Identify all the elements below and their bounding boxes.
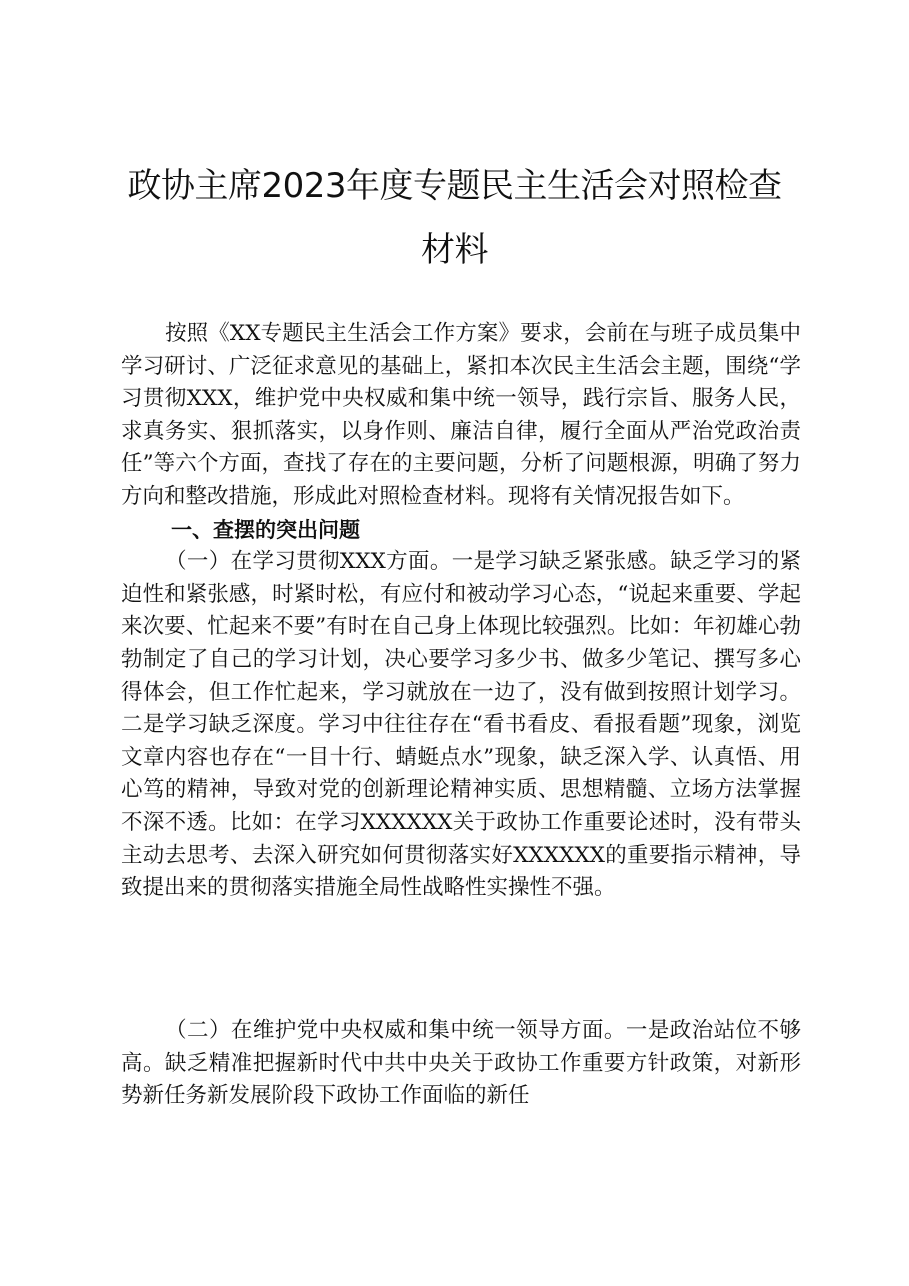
document-title-line-2: 材料 [421, 230, 488, 270]
document-body-continued [121, 1015, 801, 1113]
section-heading: 一、查摆的突出问题 [171, 517, 360, 542]
document-body [121, 318, 801, 905]
intro-paragraph: 按照《XX专题民主生活会工作方案》要求，会前在与班子成员集中学习研讨、广泛征求意见的基础上，紧扣本次民主生活会主题，围绕“学习贯彻XXX，维护党中央权威和集中统一领导，践行宗旨、服务人民，求真务实、狠抓落实，以身作则、廉洁自律，履行全面从严治党政治责任”等六个方面，查找了存在的主要问题，分析了问题根源，明确了努力方向和整改措施，形成此对照检查材料。现将有关情况报告如下。 [121, 321, 801, 509]
document-title-line-1: 政协主席2023年度专题民主生活会对照检查 [127, 166, 782, 206]
body-paragraph: （二）在维护党中央权威和集中统一领导方面。一是政治站位不够高。缺乏精准把握新时代中共中央关于政协工作重要方针政策，对新形势新任务新发展阶段下政协工作面临的新任 [121, 1018, 801, 1109]
body-paragraph: （一）在学习贯彻XXX方面。一是学习缺乏紧张感。缺乏学习的紧迫性和紧张感，时紧时松，有应付和被动学习心态，“说起来重要、学起来次要、忙起来不要”有时在自己身上体现比较强烈。比如：年初雄心勃勃制定了自己的学习计划，决心要学习多少书、做多少笔记、撰写多心得体会，但工作忙起来，学习就放在一边了，没有做到按照计划学习。二是学习缺乏深度。学习中往往存在“看书看皮、看报看题”现象，浏览文章内容也存在“一目十行、蜻蜓点水”现象，缺乏深入学、认真悟、用心笃的精神，导致对党的创新理论精神实质、思想精髓、立场方法掌握不深不透。比如：在学习XXXXXX关于政协工作重要论述时，没有带头主动去思考、去深入研究如何贯彻落实好XXXXXX的重要指示精神，导致提出来的贯彻落实措施全局性战略性实操性不强。 [121, 549, 801, 901]
